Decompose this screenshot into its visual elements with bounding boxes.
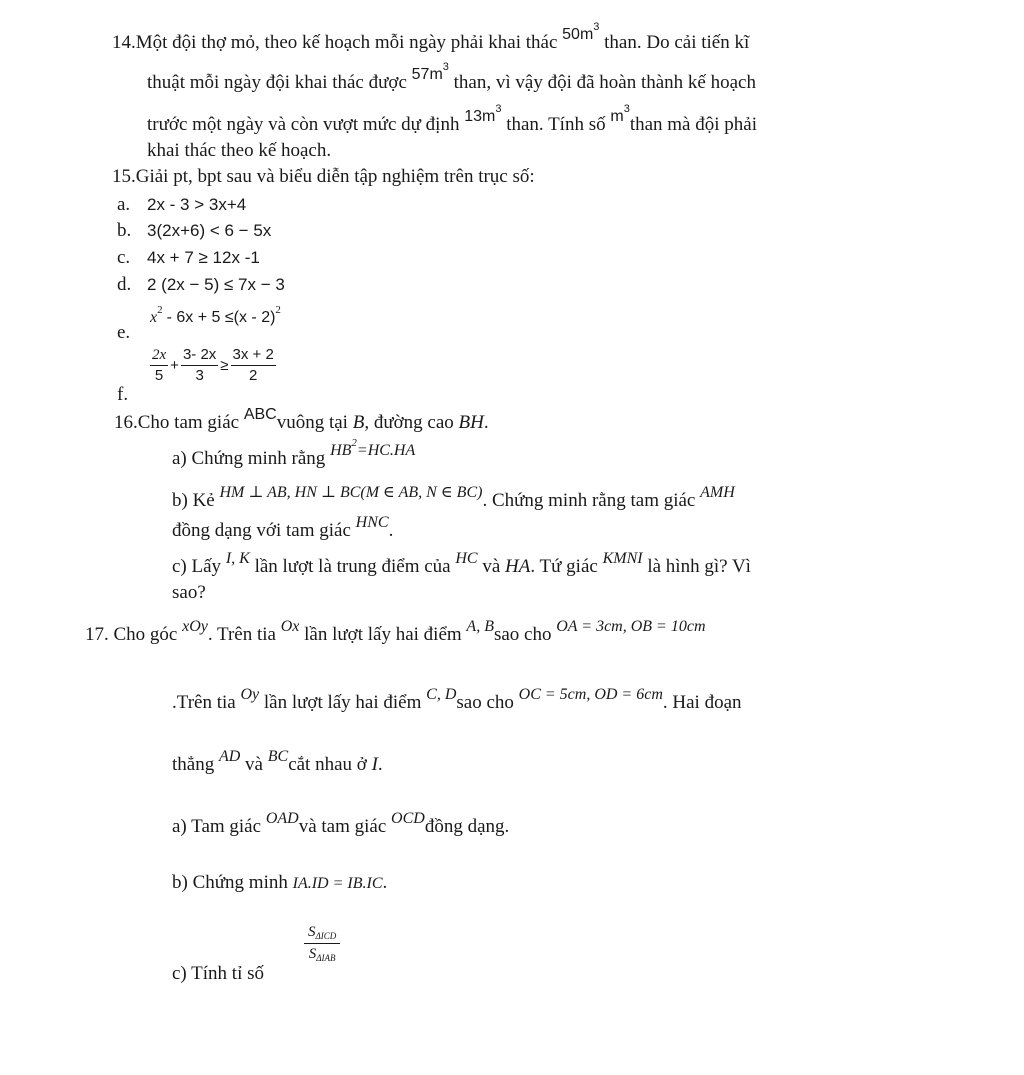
p16-title: 16.Cho tam giác $^{ABC}$vuông tại B, đường cao BH.: [114, 406, 489, 433]
p17-part-c-ratio: [302, 922, 342, 965]
p15-item-f-expr: $\frac{2x}{5}$ + $\frac{3- 2x}{3}$ ≥ $\frac{3x + 2}{2}$: [152, 346, 274, 384]
p16-part-c-line1: c) Lấy $^{I, K}$ lần lượt là trung điểm của $^{HC}$ và HA. Tứ giác $^{KMNI}$ là hình gì? Vì: [172, 550, 751, 577]
p15-item-b: b. 3(2x+6) < 6 − 5x: [117, 220, 272, 241]
p14-daily-actual: 57m3: [411, 61, 449, 83]
p17-line3: thẳng $^{AD}$ và $^{BC}$cắt nhau ở I.: [172, 748, 383, 775]
p15-title: 15.Giải pt, bpt sau và biểu diễn tập nghiệm trên trục số:: [112, 166, 535, 187]
p14-excess: 13m3: [464, 103, 502, 125]
p14-number: 14.: [112, 32, 136, 53]
p15-item-f-label: f.: [117, 384, 129, 405]
p16-part-c-line2: sao?: [172, 582, 206, 603]
p15-item-d: d. 2 (2x − 5) ≤ 7x − 3: [117, 274, 285, 295]
area-ratio-fraction: $\frac{S_{\Delta ICD}}{S_{\Delta IAB}}$: [304, 922, 340, 965]
p14-line2: thuật mỗi ngày đội khai thác được $^{57m^3}$ than, vì vậy đội đã hoàn thành kế hoạch: [147, 61, 756, 93]
p14-unit: m3: [610, 103, 630, 125]
p15-item-a: a. 2x - 3 > 3x+4: [117, 194, 247, 215]
p16-part-b-line1: b) Kẻ $^{HM \perp AB, HN \perp BC(M \in AB, N \in BC)}$. Chứng minh rằng tam giác $^{AMH}$: [172, 484, 735, 511]
p14-line3: trước một ngày và còn vượt mức dự định $^{13m^3}$ than. Tính số $^{m^3}$than mà đội phải: [147, 103, 757, 135]
p16-part-a: a) Chứng minh rằng $^{HB^2=HC.HA}$: [172, 437, 416, 469]
p17-line1: 17. Cho góc $^{xOy}$. Trên tia $^{Ox}$ lần lượt lấy hai điểm $^{A, B}$sao cho $^{OA = 3cm, OB = 10cm}$: [85, 618, 706, 645]
p17-part-b: b) Chứng minh IA.ID = IB.IC.: [172, 872, 388, 893]
p14-line4: khai thác theo kế hoạch.: [147, 140, 332, 161]
p17-line2: .Trên tia $^{Oy}$ lần lượt lấy hai điểm $^{C, D}$sao cho $^{OC = 5cm, OD = 6cm}$. Hai đoạn: [172, 686, 742, 713]
fraction-3-2x-over-3: $\frac{3- 2x}{3}$: [182, 346, 217, 384]
p15-item-c: c. 4x + 7 ≥ 12x -1: [117, 247, 260, 268]
p16-part-b-line2: đồng dạng với tam giác $^{HNC}$.: [172, 514, 394, 541]
p14-daily-target: 50m3: [562, 21, 600, 43]
p17-part-c-label: c) Tính tỉ số: [172, 963, 265, 984]
p16-number: 16.: [114, 412, 138, 433]
fraction-2x-over-5: $\frac{2x}{5}$: [152, 347, 167, 384]
p14-line1: 14.Một đội thợ mỏ, theo kế hoạch mỗi ngày phải khai thác $^{50m^3}$ than. Do cải tiến kĩ: [112, 21, 750, 53]
fraction-3x-2-over-2: $\frac{3x + 2}{2}$: [232, 346, 274, 384]
p15-number: 15.: [112, 166, 136, 187]
p15-item-e-expr: $x^2 - 6x + 5 \le(x - 2)^2$: [150, 304, 281, 326]
p17-part-a: a) Tam giác $^{OAD}$và tam giác $^{OCD}$đồng dạng.: [172, 810, 510, 837]
p17-number: 17. Cho góc: [85, 624, 178, 645]
p15-item-e-label: e.: [117, 322, 131, 343]
